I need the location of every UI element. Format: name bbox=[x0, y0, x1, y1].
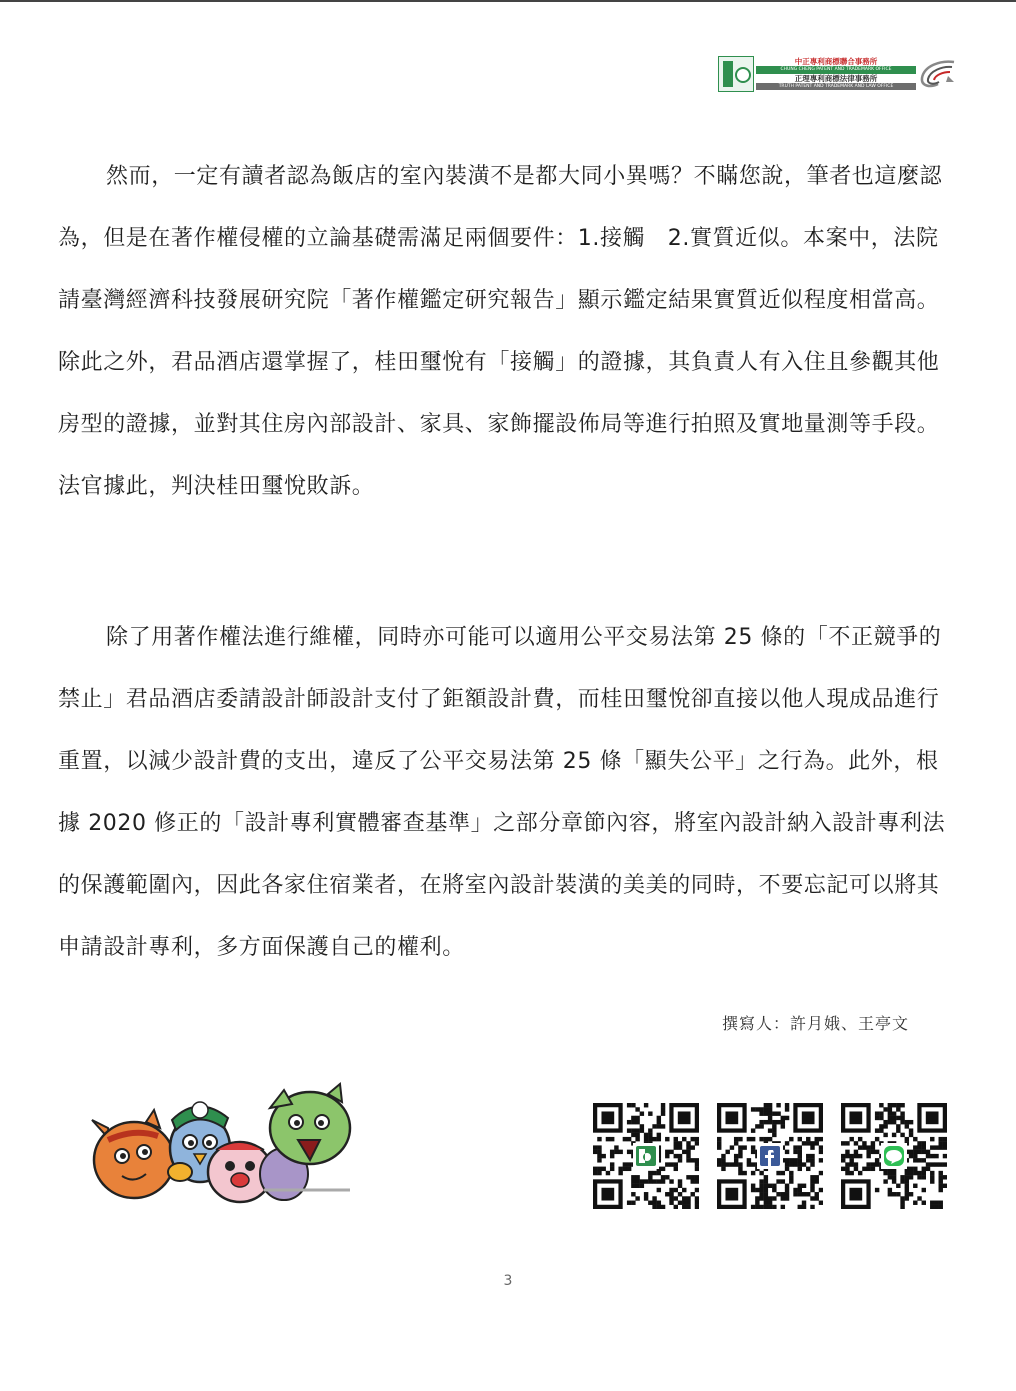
firm-name-1-en: CHUNG CHENG PATENT AND TRADEMARK OFFICE bbox=[756, 66, 916, 74]
firm-logo bbox=[718, 56, 958, 92]
firm-emblem-icon bbox=[718, 56, 754, 92]
body-paragraph-1: 然而，一定有讀者認為飯店的室內裝潢不是都大同小異嗎？不瞞您說，筆者也這麼認為，但是在著作權侵權的立論基礎需滿足兩個要件：1.接觸 2.實質近似。本案中，法院請臺灣經濟科技發展研究院「著作權鑑定研究報告」顯示鑑定結果實質近似程度相當高。除此之外，君品酒店還掌握了，桂田璽悅有「接觸」的證據，其負責人有入住且參觀其他房型的證據，並對其住房內部設計、家具、家飾擺設佈局等進行拍照及實地量測等手段。法官據此，判決桂田璽悅敗訴。 bbox=[58, 164, 943, 499]
top-rule bbox=[0, 0, 1016, 2]
firm-name-2: 正理專利商標法律事務所 bbox=[794, 74, 878, 83]
firm-name-1: 中正專利商標聯合事務所 bbox=[794, 57, 878, 66]
qr-code-line[interactable] bbox=[841, 1103, 947, 1209]
qr-code-website[interactable] bbox=[593, 1103, 699, 1209]
qr-code-facebook[interactable] bbox=[717, 1103, 823, 1209]
website-logo-icon bbox=[633, 1143, 659, 1169]
swirl-emblem-icon bbox=[918, 58, 956, 90]
author-credit: 撰寫人：許月娥、王亭文 bbox=[722, 1014, 910, 1033]
facebook-icon bbox=[757, 1143, 783, 1169]
firm-name-2-en: TRUTH PATENT AND TRADEMARK AND LAW OFFICE bbox=[756, 83, 916, 90]
line-icon bbox=[881, 1143, 907, 1169]
body-paragraph-2: 除了用著作權法進行維權，同時亦可能可以適用公平交易法第 25 條的「不正競爭的禁止」君品酒店委請設計師設計支付了鉅額設計費，而桂田璽悅卻直接以他人現成品進行重置，以減少設計費的支出，違反了公平交易法第 25 條「顯失公平」之行為。此外，根據 2020 修正的「設計專利實體審查基準」之部分章節內容，將室內設計納入設計專利法的保護範圍內，因此各家住宿業者，在將室內設計裝潢的美美的同時，不要忘記可以將其申請設計專利，多方面保護自己的權利。 bbox=[58, 625, 946, 960]
page-number: 3 bbox=[503, 1273, 513, 1289]
mascot-group-icon bbox=[88, 1080, 356, 1205]
